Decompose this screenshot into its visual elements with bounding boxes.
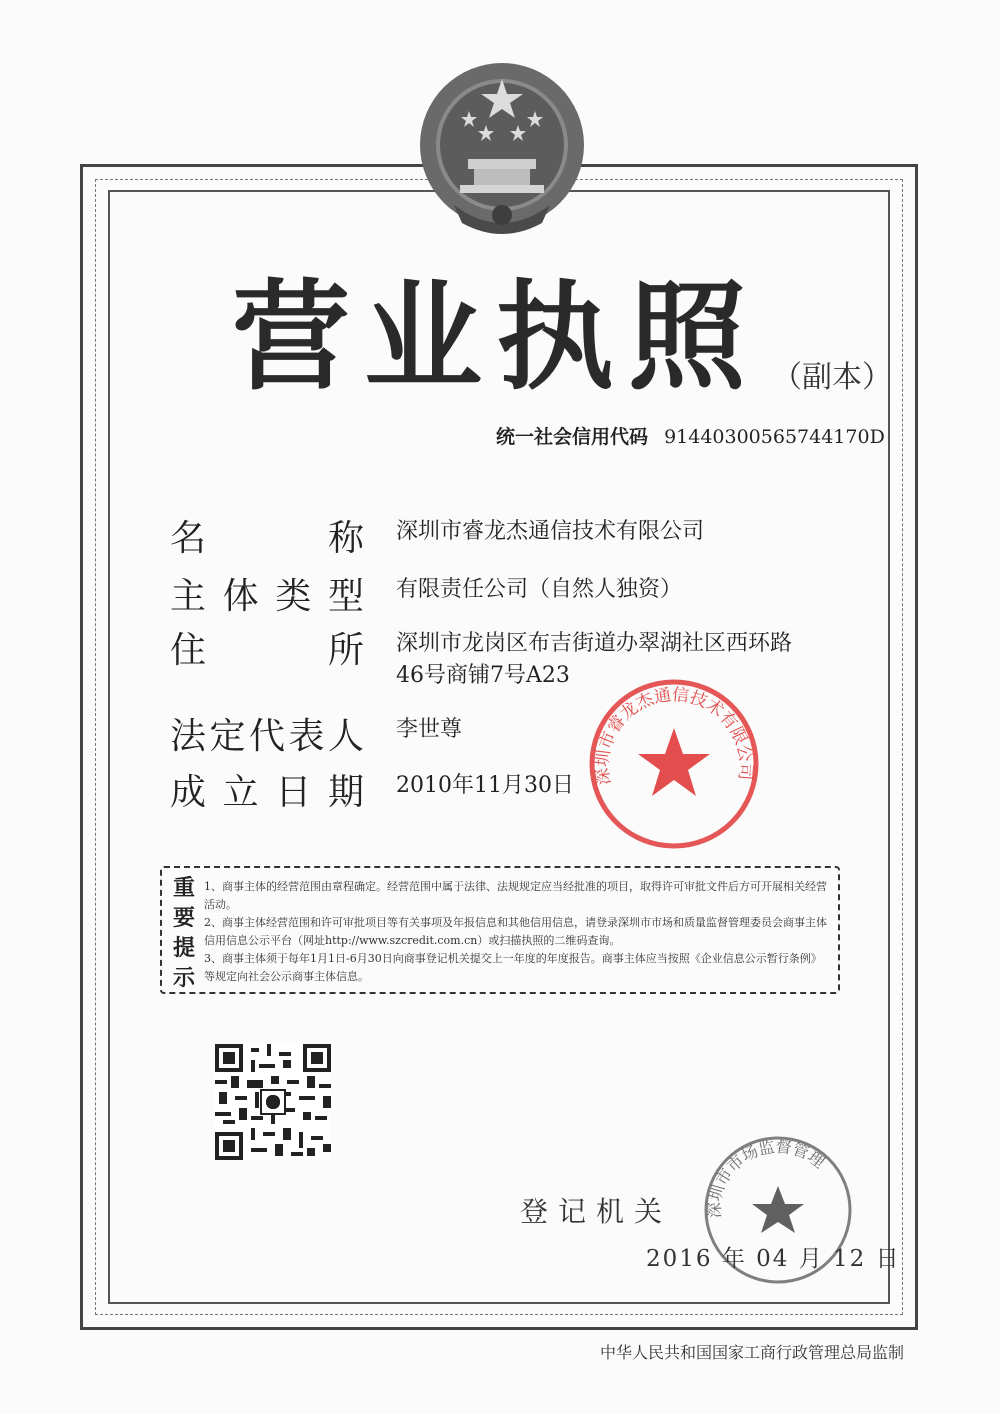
registration-authority-label: 登记机关 [520,1195,673,1228]
field-value: 深圳市睿龙杰通信技术有限公司 [396,519,705,544]
company-seal-icon [586,676,762,852]
field-label: 名称 [170,518,364,559]
notice-heading: 重要提示 [172,876,195,991]
credit-code-row [496,422,885,449]
field-value: 李世尊 [396,717,463,742]
notice-item: 2、商事主体经营范围和许可审批项目等有关事项及年报信息和其他信用信息，请登录深圳市市场和质量监督管理委员会商事主体信用信息公示平台（网址http://www.szcredit.com.cn）或扫描执照的二维码查询。 [204,916,827,947]
field-label: 法定代表人 [170,716,364,757]
field-value: 深圳市龙岗区布吉街道办翠湖社区西环路46号商铺7号A23 [396,631,793,688]
national-emblem-icon [414,55,590,239]
registration-date: 2016 年 04 月 12 日 [646,1246,901,1272]
important-notice [160,866,840,994]
supervision-footer: 中华人民共和国国家工商行政管理总局监制 [600,1343,905,1362]
notice-item: 3、商事主体须于每年1月1日-6月30日向商事登记机关提交上一年度的年度报告。商事主体应当按照《企业信息公示暂行条例》等规定向社会公示商事主体信息。 [204,952,822,983]
field-value: 2010年11月30日 [396,773,574,798]
credit-code-value: 91440300565744170D [664,426,885,448]
qr-code-icon [214,1044,332,1160]
svg-text:深圳市市场监督管理: 深圳市市场监督管理 [704,1136,829,1219]
field-label: 主体类型 [170,576,364,617]
notice-body [204,878,830,986]
credit-code-label: 统一社会信用代码 [496,426,649,448]
notice-item: 1、商事主体的经营范围由章程确定。经营范围中属于法律、法规规定应当经批准的项目，取得许可审批文件后方可开展相关经营活动。 [204,880,827,911]
field-label: 成立日期 [170,772,364,813]
certificate-title: 营业执照 [232,268,761,406]
field-label: 住所 [170,630,364,671]
svg-text:深圳市睿龙杰通信技术有限公司: 深圳市睿龙杰通信技术有限公司 [592,685,756,787]
field-value: 有限责任公司（自然人独资） [396,577,683,602]
certificate-subtitle: （副本） [772,360,892,395]
